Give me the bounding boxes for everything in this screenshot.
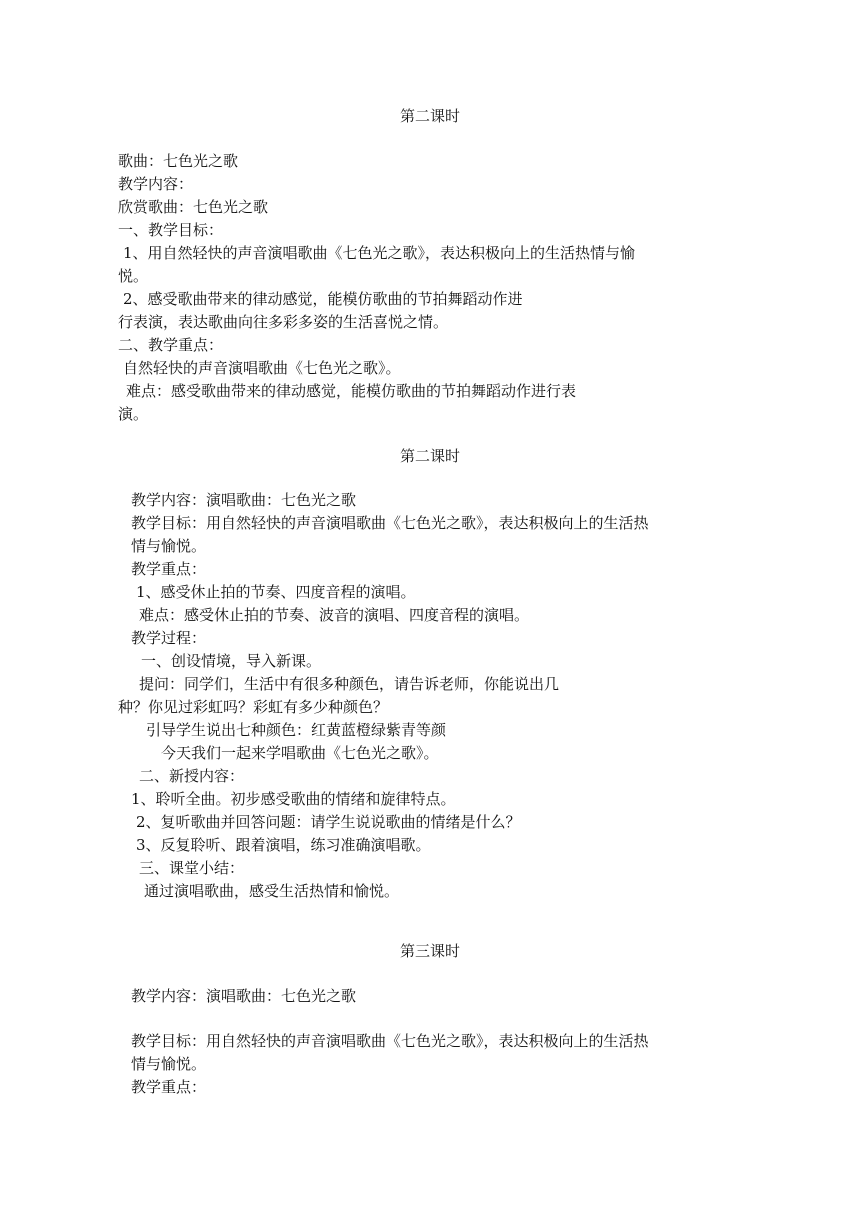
section2-line: 难点：感受休止拍的节奏、波音的演唱、四度音程的演唱。 [139, 606, 530, 624]
section2-line: 提问：同学们，生活中有很多种颜色，请告诉老师，你能说出几 [139, 675, 560, 693]
section2-line: 通过演唱歌曲，感受生活热情和愉悦。 [144, 882, 400, 900]
section1-line: 行表演，表达歌曲向往多彩多姿的生活喜悦之情。 [118, 313, 449, 331]
section2-line: 教学内容：演唱歌曲：七色光之歌 [131, 491, 357, 509]
section2-line: 三、课堂小结： [139, 859, 245, 877]
section2-line: 一、创设情境，导入新课。 [141, 652, 322, 670]
section2-line: 教学目标：用自然轻快的声音演唱歌曲《七色光之歌》，表达积极向上的生活热 [131, 514, 649, 532]
section1-line: 悦。 [118, 267, 149, 285]
section1-line: 二、教学重点： [118, 336, 224, 354]
section1-line: 2、感受歌曲带来的律动感觉，能模仿歌曲的节拍舞蹈动作进 [123, 290, 523, 308]
section2-line: 引导学生说出七种颜色：红黄蓝橙绿紫青等颜 [146, 721, 447, 739]
section2-line: 二、新授内容： [139, 767, 245, 785]
section2-line: 1、感受休止拍的节奏、四度音程的演唱。 [136, 583, 416, 601]
section2-line: 今天我们一起来学唱歌曲《七色光之歌》。 [161, 744, 439, 762]
section1-line: 演。 [118, 405, 149, 423]
section2-line: 2、复听歌曲并回答问题：请学生说说歌曲的情绪是什么？ [136, 813, 521, 831]
section1-line: 自然轻快的声音演唱歌曲《七色光之歌》。 [123, 359, 401, 377]
section3-line: 情与愉悦。 [131, 1055, 207, 1073]
section2-line: 教学过程： [131, 629, 207, 647]
section1-line: 难点：感受歌曲带来的律动感觉，能模仿歌曲的节拍舞蹈动作进行表 [126, 382, 577, 400]
section2-heading: 第二课时 [399, 447, 460, 465]
section1-line: 欣赏歌曲：七色光之歌 [118, 198, 269, 216]
section2-line: 情与愉悦。 [131, 537, 207, 555]
section1-line: 教学内容： [118, 175, 194, 193]
section3-line: 教学目标：用自然轻快的声音演唱歌曲《七色光之歌》，表达积极向上的生活热 [131, 1032, 649, 1050]
section2-line: 3、反复聆听、跟着演唱，练习准确演唱歌。 [136, 836, 431, 854]
section3-line: 教学内容：演唱歌曲：七色光之歌 [131, 987, 357, 1005]
section1-line: 歌曲：七色光之歌 [118, 152, 239, 170]
section2-line: 种？你见过彩虹吗？彩虹有多少种颜色？ [118, 698, 389, 716]
section3-line: 教学重点： [131, 1078, 207, 1096]
section1-line: 一、教学目标： [118, 221, 224, 239]
section1-heading: 第二课时 [399, 107, 460, 125]
section2-line: 1、聆听全曲。初步感受歌曲的情绪和旋律特点。 [131, 790, 456, 808]
section1-line: 1、用自然轻快的声音演唱歌曲《七色光之歌》，表达积极向上的生活热情与愉 [123, 244, 636, 262]
section2-line: 教学重点： [131, 560, 207, 578]
section3-heading: 第三课时 [399, 942, 460, 960]
